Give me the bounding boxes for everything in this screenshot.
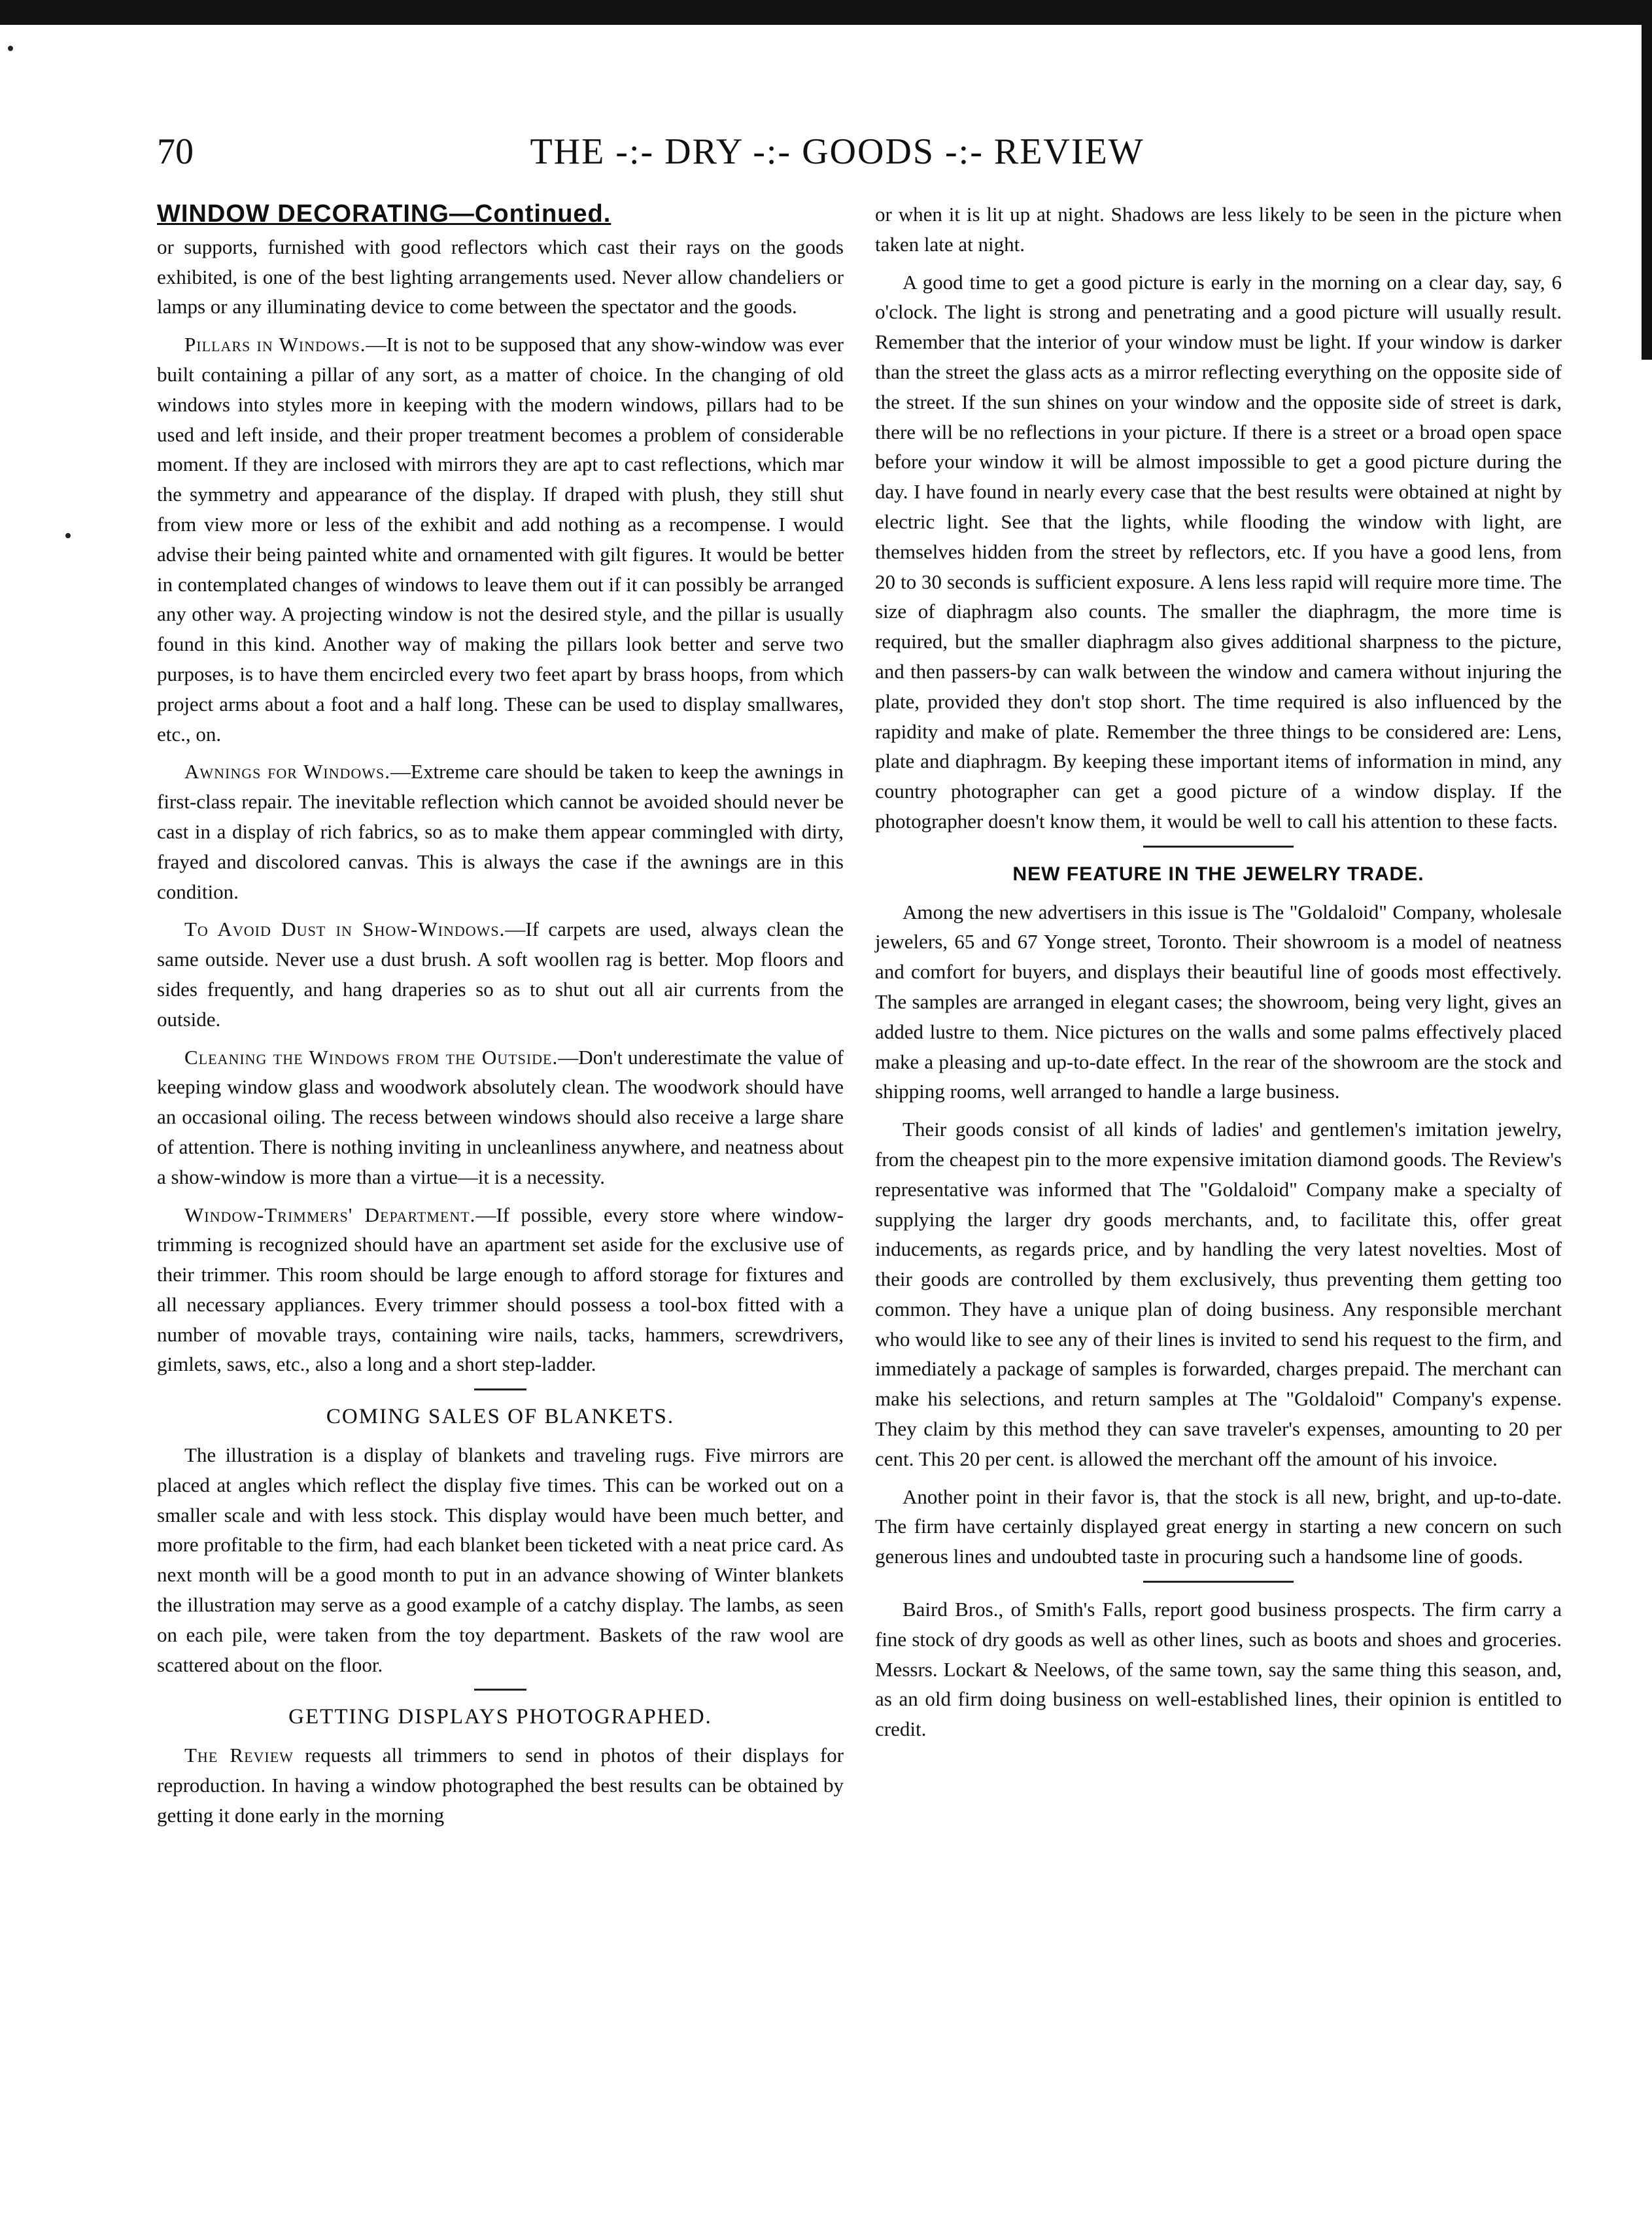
paragraph-dust <box>157 914 844 1034</box>
paragraph-cleaning <box>157 1043 844 1192</box>
article-heading: GETTING DISPLAYS PHOTOGRAPHED. <box>288 1705 712 1729</box>
divider <box>1143 1581 1294 1583</box>
paragraph: or when it is lit up at night. Shadows are less likely to be seen in the picture when taken late at night. <box>875 203 1562 256</box>
right-column <box>875 199 1562 1752</box>
right-edge-bar <box>1642 20 1652 360</box>
paragraph-lead: To Avoid Dust in Show-Windows. <box>184 918 506 941</box>
scan-speck <box>8 46 13 51</box>
scan-speck <box>65 533 71 538</box>
divider <box>474 1689 526 1691</box>
paragraph: Another point in their favor is, that the stock is all new, bright, and up-to-date. The firm have certainly displayed great energy in starting a new concern on such generous lines and undoubted taste in procuring such a handsome line of goods. <box>875 1485 1562 1568</box>
divider <box>474 1388 526 1390</box>
paragraph: The illustration is a display of blankets and traveling rugs. Five mirrors are placed at angles which reflect the display five times. This can be worked out on a smaller scale and with less stock. This display would have been much better, and more profitable to the firm, had each blanket been ticketed with a neat price card. As next month will be a good month to put in an advance showing of Winter blankets the illustration may serve as a good example of a catchy display. The lambs, as seen on each pile, were taken from the toy department. Baskets of the raw wool are scattered about on the floor. <box>157 1443 844 1676</box>
paragraph-pillars <box>157 330 844 749</box>
paragraph-lead: The Review <box>184 1744 294 1767</box>
paragraph: Their goods consist of all kinds of ladies' and gentlemen's imitation jewelry, from the cheapest pin to the more expensive imitation diamond goods. The Review's representative was informed that The "Goldaloid" Company make a specialty of supplying the larger dry goods merchants, and, to facilitate this, offer great inducements, as regards price, and by handling the very latest novelties. Most of their goods are controlled by them exclusively, thus preventing them getting too common. They have a unique plan of doing business. Any responsible merchant who would like to see any of their lines is invited to send his request to the firm, and immediately a package of samples is forwarded, charges prepaid. The merchant can make his selections, and return samples at The "Goldaloid" Company's expense. They claim by this method they can save traveler's expenses, amounting to 20 per cent. This 20 per cent. is allowed the merchant off the amount of his invoice. <box>875 1118 1562 1470</box>
running-title: THE -:- DRY -:- GOODS -:- REVIEW <box>530 131 1144 172</box>
paragraph-text: —If possible, every store where window-trimming is recognized should have an apartment set aside for the exclusive use of their trimmer. This room should be large enough to afford storage for fixtures and all necessary appliances. Every trimmer should possess a tool-box fitted with a number of movable trays, containing wire nails, tacks, hammers, screwdrivers, gimlets, saws, etc., also a long and a short step-ladder. <box>157 1203 844 1376</box>
paragraph-awnings <box>157 757 844 906</box>
paragraph: Baird Bros., of Smith's Falls, report good business prospects. The firm carry a fine stock of dry goods as well as other lines, such as boots and shoes and groceries. Messrs. Lockart & Neelows, of the same town, say the same thing this season, and, as an old firm doing business on well-established lines, their opinion is entitled to credit. <box>875 1598 1562 1741</box>
paragraph-lead: Cleaning the Windows from the Outside. <box>184 1045 559 1069</box>
top-border-bar <box>0 0 1652 25</box>
page-header <box>157 131 1517 183</box>
paragraph-lead: Window-Trimmers' Department. <box>184 1203 476 1226</box>
divider <box>1143 846 1294 848</box>
paragraph-text: requests all trimmers to send in photos of their displays for reproduction. In having a window photographed the best results can be obtained by getting it done early in the morning <box>157 1744 844 1827</box>
section-heading: WINDOW DECORATING—Continued. <box>157 200 611 228</box>
article-heading: COMING SALES OF BLANKETS. <box>326 1405 675 1429</box>
article-heading: NEW FEATURE IN THE JEWELRY TRADE. <box>1012 863 1424 885</box>
paragraph-photo <box>157 1740 844 1830</box>
paragraph: A good time to get a good picture is early in the morning on a clear day, say, 6 o'clock. The light is strong and penetrating and a good picture will usually result. Remember that the interior of your window must be light. If your window is darker than the street the glass acts as a mirror reflecting everything on the opposite side of the street. If the sun shines on your window and the opposite side of street is dark, there will be no reflections in your picture. If there is a street or a broad open space before your window it will be almost impossible to get a good picture during the day. I have found in nearly every case that the best results were obtained at night by electric light. See that the lights, while flooding the window with light, are themselves hidden from the street by reflectors, etc. If you have a good lens, from 20 to 30 seconds is sufficient exposure. A lens less rapid will require more time. The size of diaphragm also counts. The smaller the diaphragm, the more time is required, but the smaller diaphragm also gives additional sharpness to the picture, and then passers-by can walk between the window and camera without injuring the plate, provided they don't stop short. The time required is also influenced by the rapidity and make of plate. Remember the three things to be considered are: Lens, plate and diaphragm. By keeping these important items of information in mind, any country photographer can get a good picture of a window display. If the photographer doesn't know them, it would be well to call his attention to these facts. <box>875 270 1562 833</box>
paragraph-text: —Extreme care should be taken to keep the awnings in first-class repair. The inevitable reflection which cannot be avoided should never be cast in a display of rich fabrics, so as to make them appear commingled with dirty, frayed and discolored canvas. This is always the case if the awnings are in this condition. <box>157 760 844 903</box>
left-column <box>157 199 844 1838</box>
paragraph-lead: Pillars in Windows. <box>184 333 366 356</box>
paragraph: Among the new advertisers in this issue is The "Goldaloid" Company, wholesale jewelers, 65 and 67 Yonge street, Toronto. Their showroom is a model of neatness and comfort for buyers, and displays their beautiful line of goods most effectively. The samples are arranged in elegant cases; the showroom, being very light, gives an added lustre to them. Nice pictures on the walls and some palms effectively placed make a pleasing and up-to-date effect. In the rear of the showroom are the stock and shipping rooms, well arranged to handle a large business. <box>875 900 1562 1103</box>
paragraph: or supports, furnished with good reflectors which cast their rays on the goods exhibited, is one of the best lighting arrangements used. Never allow chandeliers or lamps or any illuminating device to come between the spectator and the goods. <box>157 235 844 319</box>
paragraph-text: —If carpets are used, always clean the same outside. Never use a dust brush. A soft woollen rag is better. Mop floors and sides frequently, and hang draperies so as to shut out all air currents from the outside. <box>157 918 844 1031</box>
paragraph-lead: Awnings for Windows. <box>184 760 391 784</box>
paragraph-text: —Don't underestimate the value of keeping window glass and woodwork absolutely clean. The woodwork should have an occasional oiling. The recess between windows should also receive a large share of attention. There is nothing inviting in uncleanliness anywhere, and neatness about a show-window is more than a virtue—it is a necessity. <box>157 1045 844 1188</box>
paragraph-text: —It is not to be supposed that any show-window was ever built containing a pillar of any sort, as a matter of choice. In the changing of old windows into styles more in keeping with the modern windows, pillars had to be used and left inside, and their proper treatment becomes a problem of considerable moment. If they are inclosed with mirrors they are apt to cast reflections, which mar the symmetry and appearance of the display. If draped with plush, they still shut from view more or less of the exhibit and add nothing as a recompense. I would advise their being painted white and ornamented with gilt figures. It would be better in contemplated changes of windows to leave them out if it can possibly be arranged any other way. A projecting window is not the desired style, and the pillar is usually found in this kind. Another way of making the pillars look better and serve two purposes, is to have them encircled every two feet apart by brass hoops, from which project arms about a foot and a half long. These can be used to display smallwares, etc., on. <box>157 333 844 746</box>
paragraph-trimmers <box>157 1200 844 1380</box>
page-number: 70 <box>157 131 194 172</box>
